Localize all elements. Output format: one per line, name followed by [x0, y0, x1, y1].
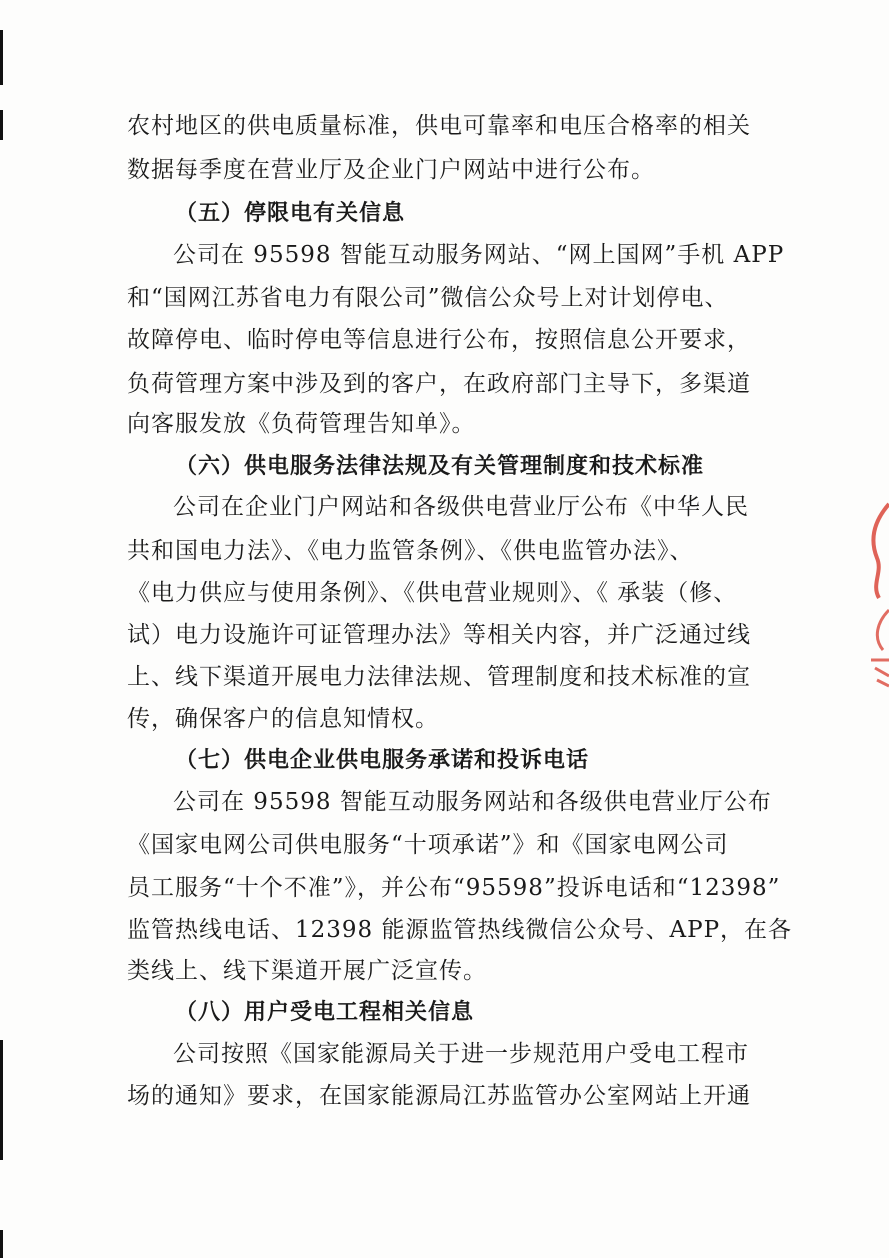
body-text-line: 场的通知》要求，在国家能源局江苏监管办公室网站上开通: [127, 1083, 751, 1109]
body-text-line: 上、线下渠道开展电力法律法规、管理制度和技术标准的宣: [127, 664, 751, 690]
section-heading-7: （七）供电企业供电服务承诺和投诉电话: [175, 748, 590, 773]
body-text-line: 类线上、线下渠道开展广泛宣传。: [127, 958, 487, 984]
body-text-line: 公司在 95598 智能互动服务网站和各级供电营业厅公布: [173, 789, 772, 815]
section-heading-5: （五）停限电有关信息: [175, 201, 406, 226]
body-text-line: 农村地区的供电质量标准，供电可靠率和电压合格率的相关: [127, 113, 751, 139]
body-text-line: 公司在 95598 智能互动服务网站、“网上国网”手机 APP: [173, 242, 785, 268]
body-text-line: 负荷管理方案中涉及到的客户，在政府部门主导下，多渠道: [127, 371, 751, 397]
body-text-line: 员工服务“十个不准”》，并公布“95598”投诉电话和“12398”: [127, 875, 781, 901]
body-text-line: 故障停电、临时停电等信息进行公布，按照信息公开要求，: [127, 327, 751, 353]
body-text-line: 向客服发放《负荷管理告知单》。: [127, 411, 476, 437]
section-heading-8: （八）用户受电工程相关信息: [175, 1000, 475, 1025]
body-text-line: 和“国网江苏省电力有限公司”微信公众号上对计划停电、: [127, 285, 729, 311]
section-heading-6: （六）供电服务法律法规及有关管理制度和技术标准: [175, 454, 705, 479]
seal-stamp-fragment: [863, 500, 889, 690]
body-text-line: 传，确保客户的信息知情权。: [127, 706, 439, 732]
body-text-line: 监管热线电话、12398 能源监管热线微信公众号、APP，在各: [127, 917, 793, 943]
body-text-line: 共和国电力法》、《电力监管条例》、《供电监管办法》、: [127, 538, 694, 564]
body-text-line: 《电力供应与使用条例》、《供电营业规则》、《 承装（修、: [127, 580, 738, 606]
body-text-line: 公司在企业门户网站和各级供电营业厅公布《中华人民: [173, 494, 749, 520]
body-text-line: 《国家电网公司供电服务“十项承诺”》和《国家电网公司: [127, 832, 729, 858]
body-text-line: 试）电力设施许可证管理办法》等相关内容，并广泛通过线: [127, 622, 751, 648]
binding-mark: [0, 30, 3, 85]
binding-mark: [0, 1040, 3, 1160]
binding-mark: [0, 1230, 3, 1258]
body-text-line: 数据每季度在营业厅及企业门户网站中进行公布。: [127, 157, 655, 183]
binding-mark: [0, 110, 3, 140]
body-text-line: 公司按照《国家能源局关于进一步规范用户受电工程市: [173, 1041, 749, 1067]
